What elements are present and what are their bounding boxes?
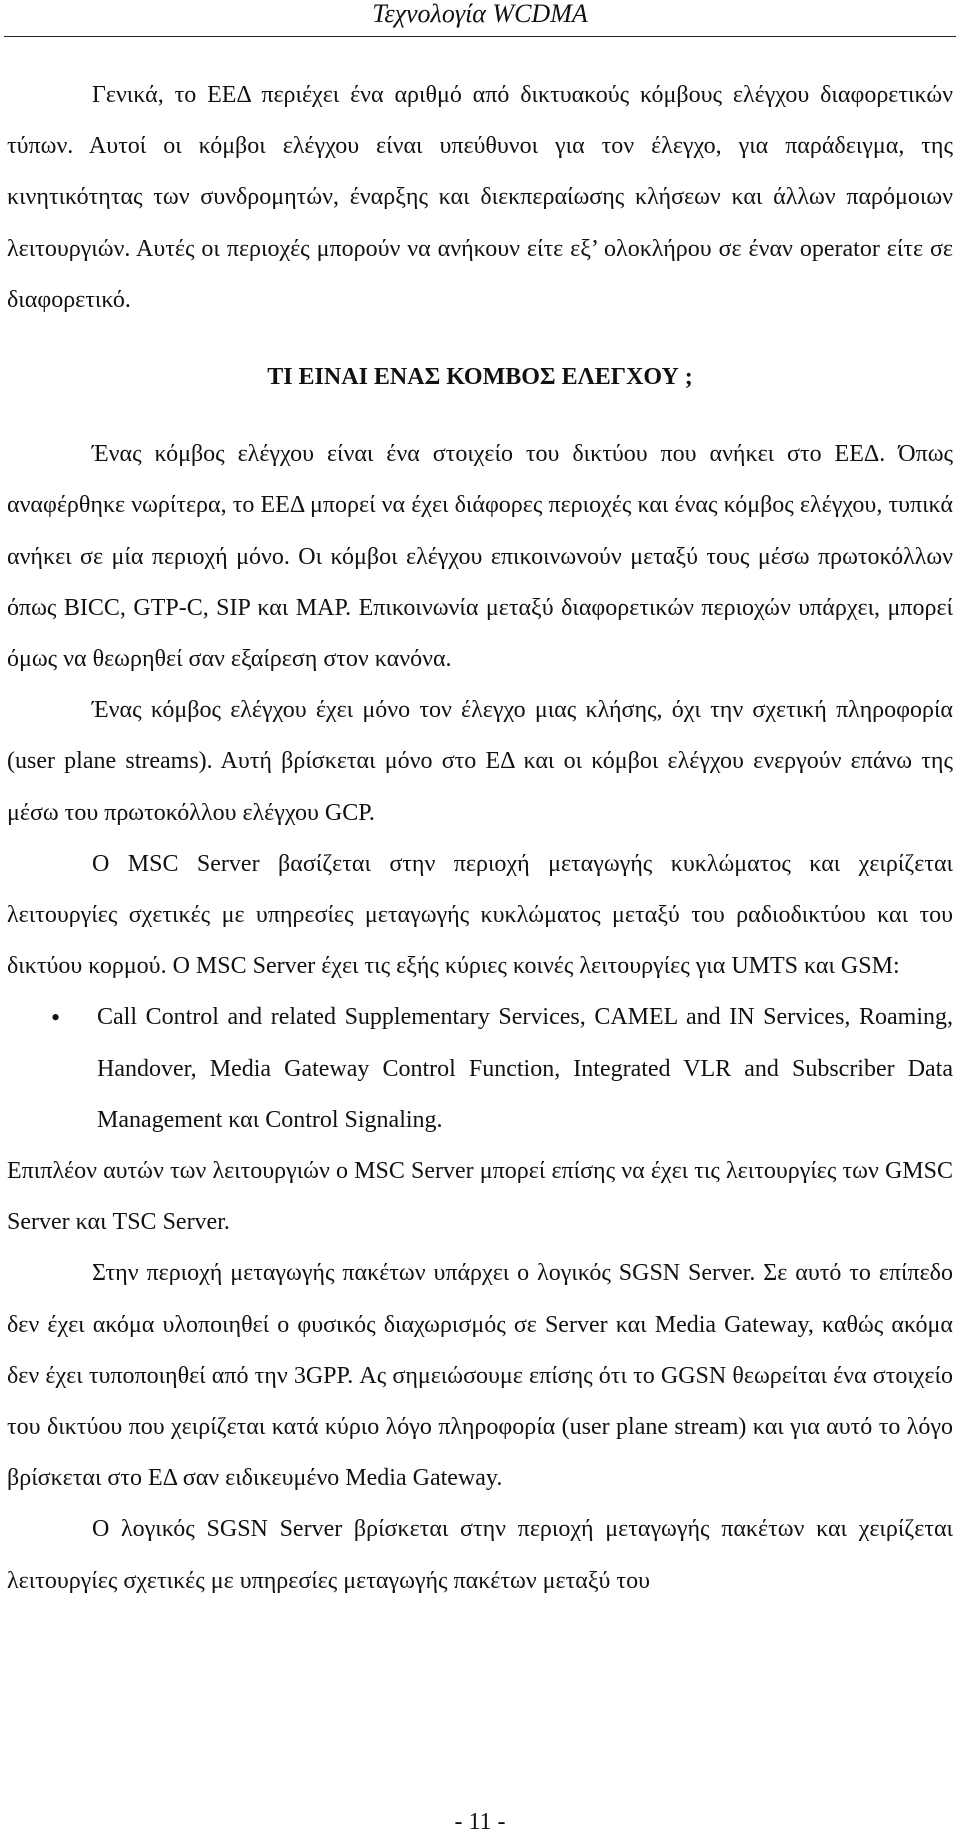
header-divider	[4, 36, 956, 37]
document-body	[7, 70, 953, 1607]
page-number: - 11 -	[454, 1809, 506, 1835]
list-item-text: Call Control and related Supplementary Services, CAMEL and IN Services, Roaming, Handover, Media Gateway Control Function, Integrated VLR and Subscriber Data Management και Control Signaling.	[97, 1004, 953, 1133]
paragraph-msc-server: Ο MSC Server βασίζεται στην περιοχή μεταγωγής κυκλώματος και χειρίζεται λειτουργίες σχετικές με υπηρεσίες μεταγωγής κυκλώματος μεταξύ του ραδιοδικτύου και του δικτύου κορμού. Ο MSC Server έχει τις εξής κύριες κοινές λειτουργίες για UMTS και GSM:	[7, 850, 953, 980]
bullet-icon: •	[51, 1003, 61, 1033]
bullet-list	[7, 992, 953, 1146]
paragraph-call-control: Ένας κόμβος ελέγχου έχει μόνο τον έλεγχο μιας κλήσης, όχι την σχετική πληροφορία (user plane streams). Αυτή βρίσκεται μόνο στο ΕΔ και οι κόμβοι ελέγχου ενεργούν επάνω της μέσω του πρωτοκόλλου ελέγχου GCP.	[7, 697, 953, 826]
running-header: Τεχνολογία WCDMA	[372, 0, 588, 28]
paragraph-additional-functions: Επιπλέον αυτών των λειτουργιών ο MSC Server μπορεί επίσης να έχει τις λειτουργίες των GMSC Server και TSC Server.	[7, 1158, 953, 1236]
paragraph-intro: Γενικά, το ΕΕΔ περιέχει ένα αριθμό από δικτυακούς κόμβους ελέγχου διαφορετικών τύπων. Αυτοί οι κόμβοι ελέγχου είναι υπεύθυνοι για τον έλεγχο, για παράδειγμα, της κινητικότητας των συνδρομητών, έναρξης και διεκπεραίωσης κλήσεων και άλλων παρόμοιων λειτουργιών. Αυτές οι περιοχές μπορούν να ανήκουν είτε εξ’ ολοκλήρου σε έναν operator είτε σε διαφορετικό.	[7, 82, 953, 313]
section-heading: ΤΙ ΕΙΝΑΙ ΕΝΑΣ ΚΟΜΒΟΣ ΕΛΕΓΧΟΥ ;	[267, 364, 693, 391]
paragraph-control-node: Ένας κόμβος ελέγχου είναι ένα στοιχείο του δικτύου που ανήκει στο ΕΕΔ. Όπως αναφέρθηκε νωρίτερα, το ΕΕΔ μπορεί να έχει διάφορες περιοχές και ένας κόμβος ελέγχου, τυπικά ανήκει σε μία περιοχή μόνο. Οι κόμβοι ελέγχου επικοινωνούν μεταξύ τους μέσω πρωτοκόλλων όπως BICC, GTP-C, SIP και MAP. Επικοινωνία μεταξύ διαφορετικών περιοχών υπάρχει, μπορεί όμως να θεωρηθεί σαν εξαίρεση στον κανόνα.	[7, 441, 953, 673]
paragraph-packet-switching: Στην περιοχή μεταγωγής πακέτων υπάρχει ο λογικός SGSN Server. Σε αυτό το επίπεδο δεν έχει ακόμα υλοποιηθεί ο φυσικός διαχωρισμός σε Server και Media Gateway, καθώς ακόμα δεν έχει τυποποιηθεί από την 3GPP. Ας σημειώσουμε επίσης ότι το GGSN θεωρείται ένα στοιχείο του δικτύου που χειρίζεται κατά κύριο λόγο πληροφορία (user plane stream) και για αυτό το λόγο βρίσκεται στο ΕΔ σαν ειδικευμένο Media Gateway.	[7, 1260, 953, 1492]
list-item	[7, 992, 953, 1146]
paragraph-sgsn-server: Ο λογικός SGSN Server βρίσκεται στην περιοχή μεταγωγής πακέτων και χειρίζεται λειτουργίες σχετικές με υπηρεσίες μεταγωγής πακέτων μεταξύ του	[7, 1516, 953, 1594]
